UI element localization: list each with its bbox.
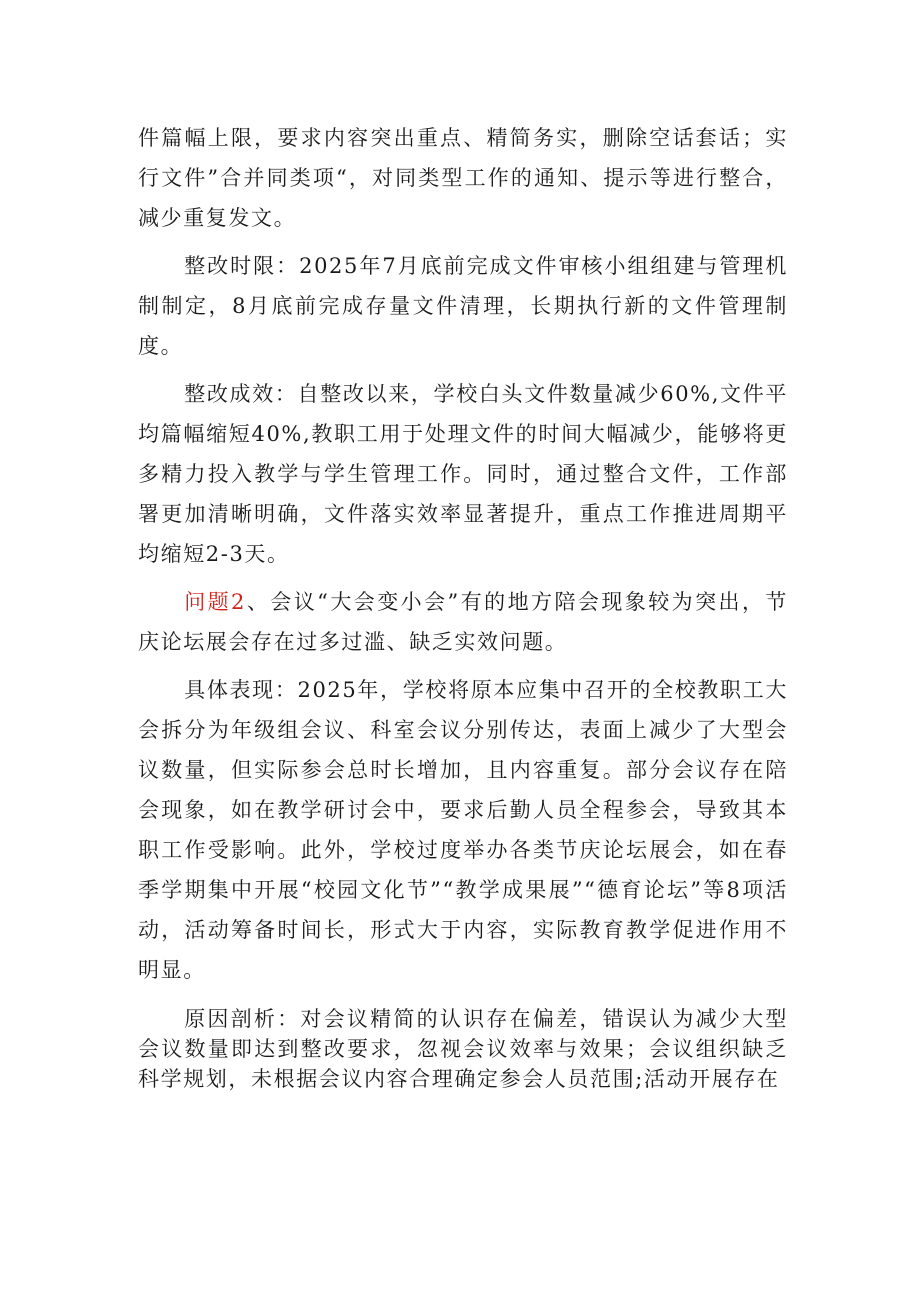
paragraph-specific-manifestation: 具体表现：2025年，学校将原本应集中召开的全校教职工大会拆分为年级组会议、科室会议分别传达，表面上减少了大型会议数量，但实际参会总时长增加，且内容重复。部分会议存在陪会现象，如在教学研讨会中，要求后勤人员全程参会，导致其本职工作受影响。此外，学校过度举办各类节庆论坛展会，如在春季学期集中开展“校园文化节”“教学成果展”“德育论坛”等8项活动，活动筹备时间长，形式大于内容，实际教育教学促进作用不明显。 <box>138 678 788 982</box>
issue-2-label: 问题2 <box>184 590 247 614</box>
issue-2-text: 、会议“大会变小会”有的地方陪会现象较为突出，节庆论坛展会存在过多过滥、缺乏实效问题。 <box>138 590 788 654</box>
paragraph-cause-analysis: 原因剖析：对会议精简的认识存在偏差，错误认为减少大型会议数量即达到整改要求，忽视会议效率与效果；会议组织缺乏科学规划，未根据会议内容合理确定参会人员范围;活动开展存在 <box>138 1007 788 1091</box>
paragraph-rectification-deadline: 整改时限：2025年7月底前完成文件审核小组组建与管理机制制定，8月底前完成存量文件清理，长期执行新的文件管理制度。 <box>138 254 788 358</box>
paragraph-rectification-results: 整改成效：自整改以来，学校白头文件数量减少60%,文件平均篇幅缩短40%,教职工用于处理文件的时间大幅减少，能够将更多精力投入教学与学生管理工作。同时，通过整合文件，工作部署更加清晰明确，文件落实效率显著提升，重点工作推进周期平均缩短2-3天。 <box>138 382 788 566</box>
document-body <box>138 118 788 1102</box>
paragraph-issue-2 <box>138 582 788 662</box>
paragraph-file-length-limit: 件篇幅上限，要求内容突出重点、精简务实，删除空话套话；实行文件”合并同类项“，对同类型工作的通知、提示等进行整合，减少重复发文。 <box>138 126 788 230</box>
